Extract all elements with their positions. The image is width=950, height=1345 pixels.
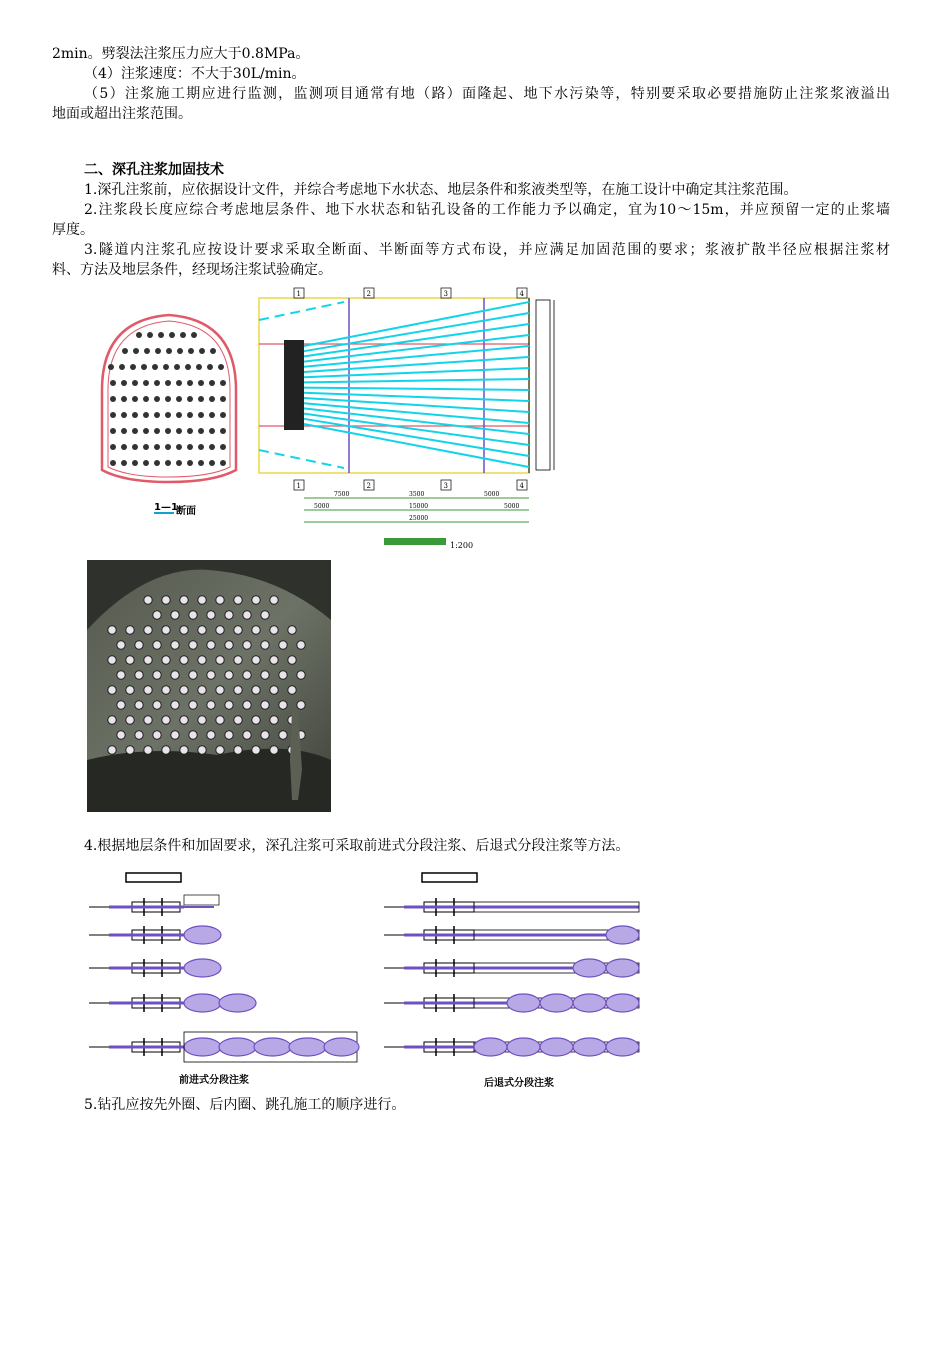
face-hole [270,656,278,664]
grout-ray [304,388,529,390]
grout-bulb [184,926,221,944]
grout-ray [304,313,529,351]
grout-hole [152,364,158,370]
grout-hole [187,412,193,418]
section-mark: 4 [519,482,524,490]
section-mark: 4 [519,290,524,298]
grout-bulb [254,1038,291,1056]
face-hole [126,746,134,754]
face-hole [180,656,188,664]
grout-hole [143,412,149,418]
grout-bulb [219,994,256,1012]
grout-hole [141,364,147,370]
face-hole [189,641,197,649]
face-hole [162,746,170,754]
grout-hole [132,444,138,450]
grout-hole [187,444,193,450]
grout-hole [220,460,226,466]
face-hole [180,686,188,694]
forward-grouting-diagram [89,873,359,1062]
face-hole [225,641,233,649]
face-hole [288,686,296,694]
face-hole [216,686,224,694]
face-hole [117,641,125,649]
face-hole [144,626,152,634]
grout-hole [220,412,226,418]
grout-hole [154,428,160,434]
grout-hole [176,412,182,418]
grout-bulb [507,1038,540,1056]
face-hole [126,716,134,724]
grout-hole [130,364,136,370]
grout-hole [119,364,125,370]
grout-hole [207,364,213,370]
grout-hole [220,444,226,450]
grout-hole [108,364,114,370]
face-hole [243,671,251,679]
grout-hole [220,428,226,434]
drawing-title-bar [384,538,446,545]
paragraph-line: 2.注浆段长度应综合考虑地层条件、地下水状态和钻孔设备的工作能力予以确定，宜为10～15m，并应预留一定的止浆墙 [84,202,890,218]
face-hole [216,746,224,754]
grout-bulb [606,926,639,944]
paragraph-line: 料、方法及地层条件，经现场注浆试验确定。 [52,262,332,278]
grout-hole [198,460,204,466]
grout-hole [165,412,171,418]
grout-hole [187,380,193,386]
face-hole [171,731,179,739]
grout-hole [165,428,171,434]
face-hole [243,611,251,619]
face-hole [162,716,170,724]
face-hole [225,671,233,679]
grout-hole [199,348,205,354]
paragraph-line: 5.钻孔应按先外圈、后内圈、跳孔施工的顺序进行。 [84,1097,406,1113]
section-mark: 2 [366,482,371,490]
face-hole [243,731,251,739]
face-hole [297,641,305,649]
paragraph-line: 厚度。 [52,222,94,238]
paragraph-line: 1.深孔注浆前，应依据设计文件，并综合考虑地下水状态、地层条件和浆液类型等，在施工设计中确定其注浆范围。 [84,182,798,198]
dim-label: 3500 [409,491,425,498]
grout-bulb [507,994,540,1012]
grout-hole [176,396,182,402]
grout-hole [132,460,138,466]
face-hole [234,686,242,694]
face-hole [171,641,179,649]
grout-hole [209,396,215,402]
face-hole [189,731,197,739]
grout-hole [110,428,116,434]
paragraph-line: （4）注浆速度：不大于30L/min。 [84,66,306,82]
face-hole [117,731,125,739]
grout-bulb [289,1038,326,1056]
forward-grouting-caption: 前进式分段注浆 [179,1075,249,1086]
grout-bulb [324,1038,359,1056]
face-hole [270,746,278,754]
face-hole [252,716,260,724]
grout-hole [198,444,204,450]
face-hole [198,686,206,694]
longitudinal-layout [259,288,554,490]
scale-label: 1:200 [450,541,474,550]
face-hole [171,611,179,619]
paragraph-line: 3.隧道内注浆孔应按设计要求采取全断面、半断面等方式布设，并应满足加固范围的要求；浆液扩散半径应根据注浆材 [84,242,890,258]
dim-label: 5000 [314,503,330,510]
grout-hole [177,348,183,354]
grout-hole [132,412,138,418]
face-hole [108,686,116,694]
face-hole [234,746,242,754]
dim-label: 25000 [409,515,429,522]
grout-hole [155,348,161,354]
grout-hole [198,428,204,434]
face-hole [270,716,278,724]
grout-hole [121,460,127,466]
grout-hole [121,412,127,418]
grout-hole [158,332,164,338]
face-hole [234,656,242,664]
face-hole [297,701,305,709]
section-mark: 2 [366,290,371,298]
face-hole [198,746,206,754]
grout-hole [209,380,215,386]
grout-hole [198,380,204,386]
section-mark: 1 [296,482,301,490]
grout-hole [210,348,216,354]
face-hole [180,716,188,724]
grout-bulb [606,1038,639,1056]
grout-hole [176,380,182,386]
dim-label: 15000 [409,503,429,510]
grout-hole [122,348,128,354]
grout-hole [154,460,160,466]
face-hole [261,611,269,619]
grout-bulb [474,1038,507,1056]
grout-hole [110,380,116,386]
face-hole [180,626,188,634]
backward-grouting-caption: 后退式分段注浆 [484,1078,554,1089]
face-hole [108,746,116,754]
face-hole [198,626,206,634]
face-hole [225,611,233,619]
grout-hole [174,364,180,370]
face-hole [261,641,269,649]
face-hole [108,626,116,634]
face-hole [126,686,134,694]
face-hole [207,731,215,739]
face-hole [117,671,125,679]
grout-bulb [184,1038,221,1056]
face-hole [270,626,278,634]
grout-hole [154,412,160,418]
face-hole [135,671,143,679]
face-hole [189,671,197,679]
face-hole [189,701,197,709]
grout-hole [187,428,193,434]
face-hole [279,731,287,739]
grout-hole [121,380,127,386]
face-hole [162,626,170,634]
section-label-suffix: 断面 [176,506,196,517]
face-hole [198,716,206,724]
grout-hole [220,396,226,402]
grout-hole [110,460,116,466]
tunnel-face-photo [87,560,331,812]
grout-hole [165,380,171,386]
grout-hole [143,444,149,450]
face-hole [252,626,260,634]
section-mark: 3 [443,482,448,490]
grout-hole [121,428,127,434]
face-hole [207,611,215,619]
face-hole [144,746,152,754]
face-hole [117,701,125,709]
paragraph-line: 4.根据地层条件和加固要求，深孔注浆可采取前进式分段注浆、后退式分段注浆等方法。 [84,838,630,854]
face-hole [270,596,278,604]
face-hole [288,656,296,664]
face-hole [153,671,161,679]
backward-grouting-diagram [384,873,639,1056]
grout-hole [154,380,160,386]
grout-ray [304,379,529,382]
face-hole [234,596,242,604]
face-hole [216,596,224,604]
grout-bulb [184,994,221,1012]
face-hole [261,671,269,679]
grout-hole [165,396,171,402]
grouting-design-figure [84,280,574,555]
grout-hole [147,332,153,338]
grout-hole [209,460,215,466]
face-hole [135,641,143,649]
grout-hole [187,396,193,402]
face-hole [153,731,161,739]
grout-hole [176,444,182,450]
grout-hole [132,428,138,434]
face-hole [225,731,233,739]
paragraph-line: 地面或超出注浆范围。 [52,106,192,122]
grout-hole [176,460,182,466]
face-hole [216,716,224,724]
face-hole [144,656,152,664]
grout-hole [165,460,171,466]
grout-hole [136,332,142,338]
face-hole [135,701,143,709]
face-hole [270,686,278,694]
grout-hole [209,412,215,418]
face-hole [243,641,251,649]
grout-hole [154,396,160,402]
face-hole [162,686,170,694]
grout-ray [304,419,529,456]
grout-hole [121,444,127,450]
section-label: 1—1 [154,502,178,513]
face-hole [135,731,143,739]
face-hole [225,701,233,709]
grout-bulb [606,959,639,977]
grout-hole [143,396,149,402]
face-hole [144,596,152,604]
paragraph-line: 2min。劈裂法注浆压力应大于0.8MPa。 [52,46,310,62]
section-mark: 3 [443,290,448,298]
grout-hole [196,364,202,370]
dim-label: 5000 [504,503,520,510]
face-hole [261,731,269,739]
grout-bulb [606,994,639,1012]
face-hole [207,671,215,679]
face-hole [279,671,287,679]
face-hole [171,701,179,709]
grout-hole [191,332,197,338]
grout-hole [209,444,215,450]
face-hole [153,611,161,619]
face-hole [153,641,161,649]
face-hole [252,656,260,664]
face-hole [252,596,260,604]
grout-bulb [540,1038,573,1056]
face-hole [297,671,305,679]
face-hole [279,701,287,709]
grout-hole [110,444,116,450]
grout-hole [154,444,160,450]
grout-hole [198,396,204,402]
face-hole [180,746,188,754]
staged-grouting-figure [84,865,644,1090]
grout-bulb [219,1038,256,1056]
face-hole [180,596,188,604]
section-heading: 二、深孔注浆加固技术 [84,162,224,178]
paragraph-line: （5）注浆施工期应进行监测，监测项目通常有地（路）面隆起、地下水污染等，特别要采取必要措施防止注浆浆液溢出 [84,86,890,102]
face-hole [126,656,134,664]
face-hole [207,641,215,649]
grout-hole [176,428,182,434]
grout-hole [166,348,172,354]
grout-hole [110,396,116,402]
grout-hole [185,364,191,370]
face-hole [207,701,215,709]
face-hole [126,626,134,634]
grout-bulb [573,1038,606,1056]
face-hole [261,701,269,709]
grout-hole [180,332,186,338]
face-hole [162,656,170,664]
dim-label: 5000 [484,491,500,498]
grout-hole [143,428,149,434]
grout-hole [169,332,175,338]
grout-hole [220,380,226,386]
grout-hole [163,364,169,370]
grout-hole [218,364,224,370]
grout-hole [143,460,149,466]
face-hole [234,716,242,724]
face-hole [234,626,242,634]
face-hole [216,626,224,634]
grout-hole [188,348,194,354]
grout-hole [132,380,138,386]
face-hole [171,671,179,679]
face-hole [108,716,116,724]
face-hole [279,641,287,649]
face-hole [243,701,251,709]
grout-hole [209,428,215,434]
section-mark: 1 [296,290,301,298]
face-hole [288,626,296,634]
grout-hole [110,412,116,418]
grout-bulb [540,994,573,1012]
face-hole [189,611,197,619]
grout-bulb [573,959,606,977]
face-hole [162,596,170,604]
grout-bulb [184,959,221,977]
face-hole [198,596,206,604]
grout-bulb [573,994,606,1012]
face-hole [108,656,116,664]
grout-hole [121,396,127,402]
face-hole [252,686,260,694]
face-hole [144,686,152,694]
dimension-lines [304,491,529,522]
face-hole [198,656,206,664]
grout-hole [143,380,149,386]
face-hole [252,746,260,754]
grout-hole [133,348,139,354]
grout-hole [165,444,171,450]
face-hole [144,716,152,724]
grout-hole [132,396,138,402]
grout-hole [187,460,193,466]
face-hole [153,701,161,709]
face-hole [216,656,224,664]
grout-hole [198,412,204,418]
grout-hole [144,348,150,354]
dim-label: 7500 [334,491,350,498]
tunnel-cross-section [102,315,236,482]
